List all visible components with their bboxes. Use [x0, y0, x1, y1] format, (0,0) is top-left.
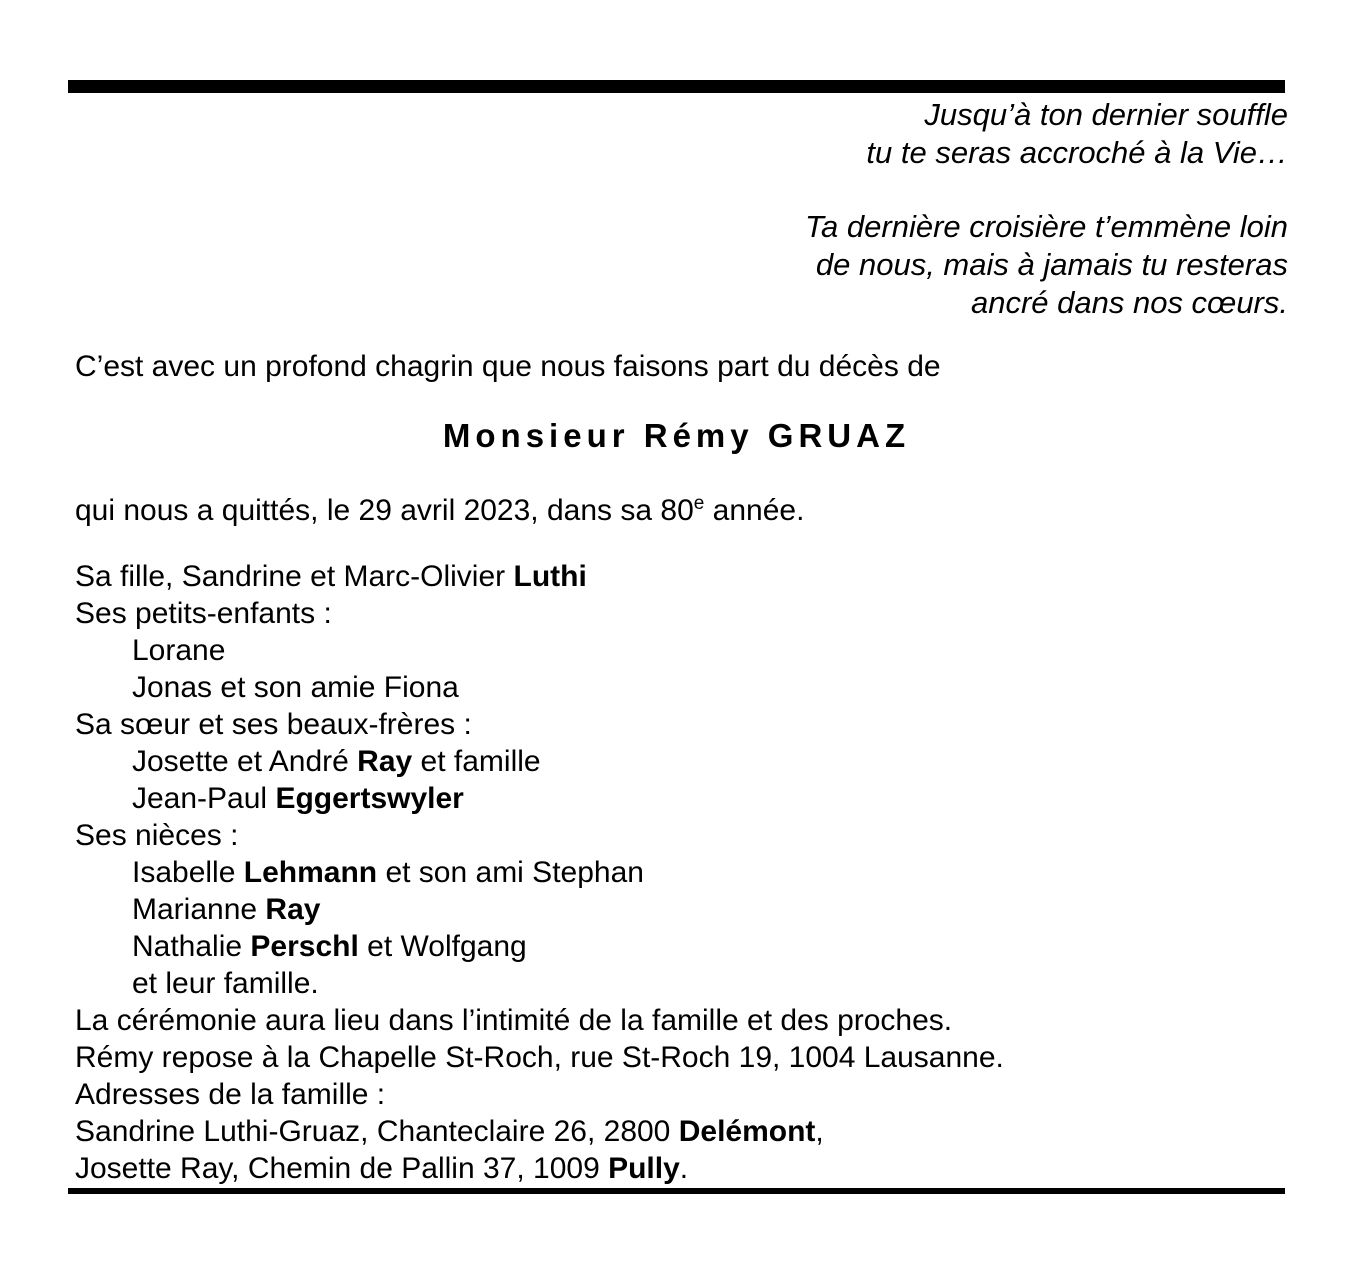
deceased-name-title: Monsieur Rémy GRUAZ — [442, 417, 911, 454]
family-line-text: . — [679, 1152, 689, 1185]
family-line-bold-segment: Lehmann — [243, 856, 378, 889]
family-line — [75, 854, 1004, 891]
family-line-text: Sa sœur et ses beaux-frères : — [75, 708, 472, 741]
death-date-text: qui nous a quittés, le 29 avril 2023, dans sa 80 — [75, 494, 694, 527]
family-line-text: et Wolfgang — [358, 930, 527, 963]
epigraph-line: tu te seras accroché à la Vie… — [866, 135, 1288, 170]
family-line-text: Isabelle — [132, 856, 244, 889]
epigraph-line: de nous, mais à jamais tu resteras — [815, 247, 1288, 282]
epigraph-second-stanza — [805, 208, 1288, 322]
family-line — [75, 817, 1004, 854]
family-line-bold-segment: Eggertswyler — [275, 782, 464, 815]
announcement-intro: C’est avec un profond chagrin que nous faisons part du décès de — [75, 350, 941, 383]
top-rule — [68, 80, 1285, 93]
family-line — [75, 1039, 1004, 1076]
family-line-text: Lorane — [132, 634, 226, 667]
family-line-text: Sandrine Luthi-Gruaz, Chanteclaire 26, 2800 — [75, 1115, 679, 1148]
family-line-bold-segment: Ray — [357, 745, 413, 778]
family-line — [75, 595, 1004, 632]
family-line-bold-segment: Perschl — [250, 930, 359, 963]
family-line — [75, 928, 1004, 965]
family-line-text: Josette Ray, Chemin de Pallin 37, 1009 — [75, 1152, 609, 1185]
family-line — [75, 1150, 1004, 1187]
family-line-text: , — [815, 1115, 824, 1148]
epigraph-line: Jusqu’à ton dernier souffle — [924, 97, 1288, 132]
epigraph-first-stanza — [866, 96, 1288, 172]
family-line — [75, 743, 1004, 780]
family-line — [75, 1076, 1004, 1113]
family-line-text: Nathalie — [132, 930, 251, 963]
family-line — [75, 891, 1004, 928]
family-line-bold-segment: Ray — [265, 893, 321, 926]
family-line — [75, 669, 1004, 706]
epigraph-line: Ta dernière croisière t’emmène loin — [804, 209, 1288, 244]
family-line-text: Rémy repose à la Chapelle St-Roch, rue St-Roch 19, 1004 Lausanne. — [75, 1041, 1004, 1074]
family-line — [75, 558, 1004, 595]
ordinal-superscript: e — [693, 493, 705, 514]
bottom-rule — [68, 1188, 1285, 1194]
family-line-text: Ses nièces : — [75, 819, 239, 852]
epigraph-line: ancré dans nos cœurs. — [970, 285, 1288, 320]
family-line-bold-segment: Delémont — [678, 1115, 816, 1148]
family-line — [75, 1113, 1004, 1150]
family-line-text: La cérémonie aura lieu dans l’intimité de la famille et des proches. — [75, 1004, 953, 1037]
family-and-details-list — [75, 558, 1004, 1187]
family-line-bold-segment: Luthi — [513, 560, 587, 593]
family-line — [75, 965, 1004, 1002]
family-line-text: Jonas et son amie Fiona — [132, 671, 459, 704]
family-line-text: Jean-Paul — [132, 782, 276, 815]
family-line-text: Sa fille, Sandrine et Marc-Olivier — [75, 560, 514, 593]
family-line — [75, 1002, 1004, 1039]
family-line-text: Adresses de la famille : — [75, 1078, 386, 1111]
family-line-text: et son ami Stephan — [377, 856, 644, 889]
death-date-text-end: année. — [704, 494, 805, 527]
family-line — [75, 706, 1004, 743]
family-line-text: et leur famille. — [132, 967, 319, 1000]
family-line — [75, 780, 1004, 817]
family-line-text: Marianne — [132, 893, 266, 926]
family-line-bold-segment: Pully — [608, 1152, 680, 1185]
family-line-text: Josette et André — [132, 745, 358, 778]
family-line-text: et famille — [412, 745, 541, 778]
family-line-text: Ses petits-enfants : — [75, 597, 332, 630]
death-date-line — [75, 492, 804, 533]
family-line — [75, 632, 1004, 669]
